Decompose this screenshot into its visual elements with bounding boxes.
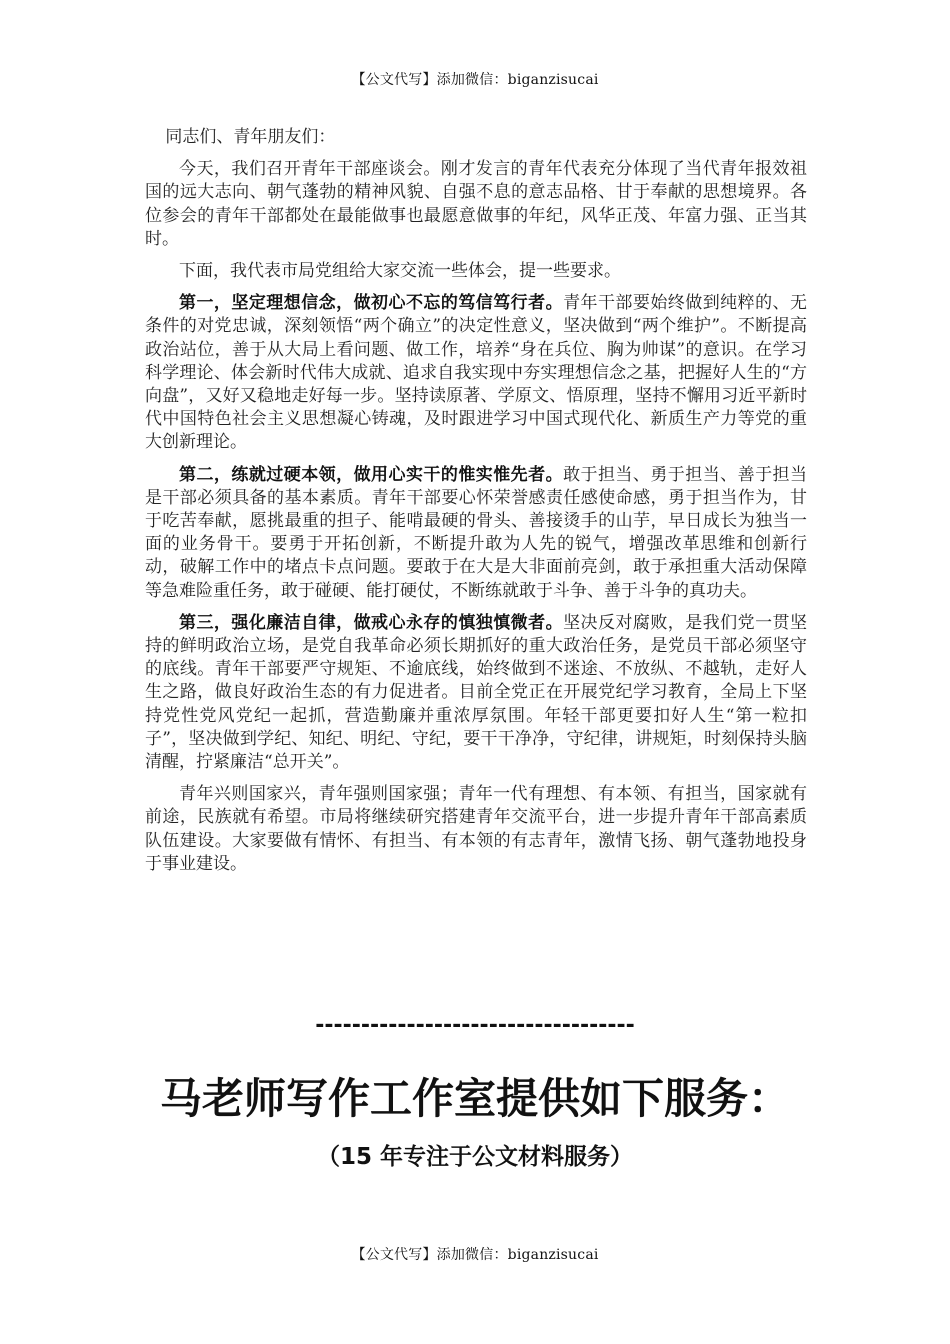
- page-header: 【公文代写】添加微信：biganzisucai: [351, 72, 599, 88]
- promo-subtitle: （15 年专注于公文材料服务）: [316, 1144, 633, 1170]
- document-body: [145, 126, 807, 885]
- promo-title: 马老师写作工作室提供如下服务：: [159, 1074, 790, 1123]
- point-three-heading: 第三，强化廉洁自律，做戒心永存的慎独慎微者。: [179, 612, 564, 633]
- paragraph-intro: 今天，我们召开青年干部座谈会。刚才发言的青年代表充分体现了当代青年报效祖国的远大志向、朝气蓬勃的精神风貌、自强不息的意志品格、甘于奉献的思想境界。各位参会的青年干部都处在最能做事也最愿意做事的年纪，风华正茂、年富力强、正当其时。: [145, 159, 807, 249]
- paragraph-transition: 下面，我代表市局党组给大家交流一些体会，提一些要求。: [179, 261, 621, 282]
- point-one-heading: 第一，坚定理想信念，做初心不忘的笃信笃行者。: [179, 293, 564, 314]
- point-two-text: 敢于担当、勇于担当、善于担当是干部必须具备的基本素质。青年干部要心怀荣誉感责任感使命感，勇于担当作为，甘于吃苦奉献，愿挑最重的担子、能啃最硬的骨头、善接烫手的山芋，早日成长为独当一面的业务骨干。要勇于开拓创新，不断提升敢为人先的锐气，增强改革思维和创新行动，破解工作中的堵点卡点问题。要敢于在大是大非面前亮剑，敢于承担重大活动保障等急难险重任务，敢于碰硬、能打硬仗，不断练就敢于斗争、善于斗争的真功夫。: [145, 464, 808, 601]
- point-three-text: 坚决反对腐败，是我们党一贯坚持的鲜明政治立场，是党自我革命必须长期抓好的重大政治任务，是党员干部必须坚守的底线。青年干部要严守规矩、不逾底线，始终做到不迷途、不放纵、不越轨，走好人生之路，做良好政治生态的有力促进者。目前全党正在开展党纪学习教育，全局上下坚持党性党风党纪一起抓，营造勤廉并重浓厚氛围。年轻干部更要扣好人生“第一粒扣子”，坚决做到学纪、知纪、明纪、守纪，要干干净净，守纪律，讲规矩，时刻保持头脑清醒，拧紧廉洁“总开关”。: [145, 612, 808, 773]
- point-one-text: 青年干部要始终做到纯粹的、无条件的对党忠诚，深刻领悟“两个确立”的决定性意义，坚决做到“两个维护”。不断提高政治站位，善于从大局上看问题、做工作，培养“身在兵位、胸为帅谋”的意识。在学习科学理论、体会新时代伟大成就、追求自我实现中夯实理想信念之基，把握好人生的“方向盘”，又好又稳地走好每一步。坚持读原著、学原文、悟原理，坚持不懈用习近平新时代中国特色社会主义思想凝心铸魂，及时跟进学习中国式现代化、新质生产力等党的重大创新理论。: [145, 293, 808, 453]
- paragraph-conclusion: 青年兴则国家兴，青年强则国家强；青年一代有理想、有本领、有担当，国家就有前途，民族就有希望。市局将继续研究搭建青年交流平台，进一步提升青年干部高素质队伍建设。大家要做有情怀、有担当、有本领的有志青年，激情飞扬、朝气蓬勃地投身于事业建设。: [145, 784, 807, 874]
- paragraph-point-three: [145, 612, 807, 774]
- divider-line: -----------------------------------: [315, 1013, 635, 1038]
- greeting: 同志们、青年朋友们：: [165, 127, 336, 147]
- paragraph-point-one: [145, 292, 807, 454]
- page-footer: 【公文代写】添加微信：biganzisucai: [351, 1247, 599, 1263]
- point-two-heading: 第二，练就过硬本领，做用心实干的惟实惟先者。: [179, 464, 564, 485]
- paragraph-point-two: [145, 464, 807, 603]
